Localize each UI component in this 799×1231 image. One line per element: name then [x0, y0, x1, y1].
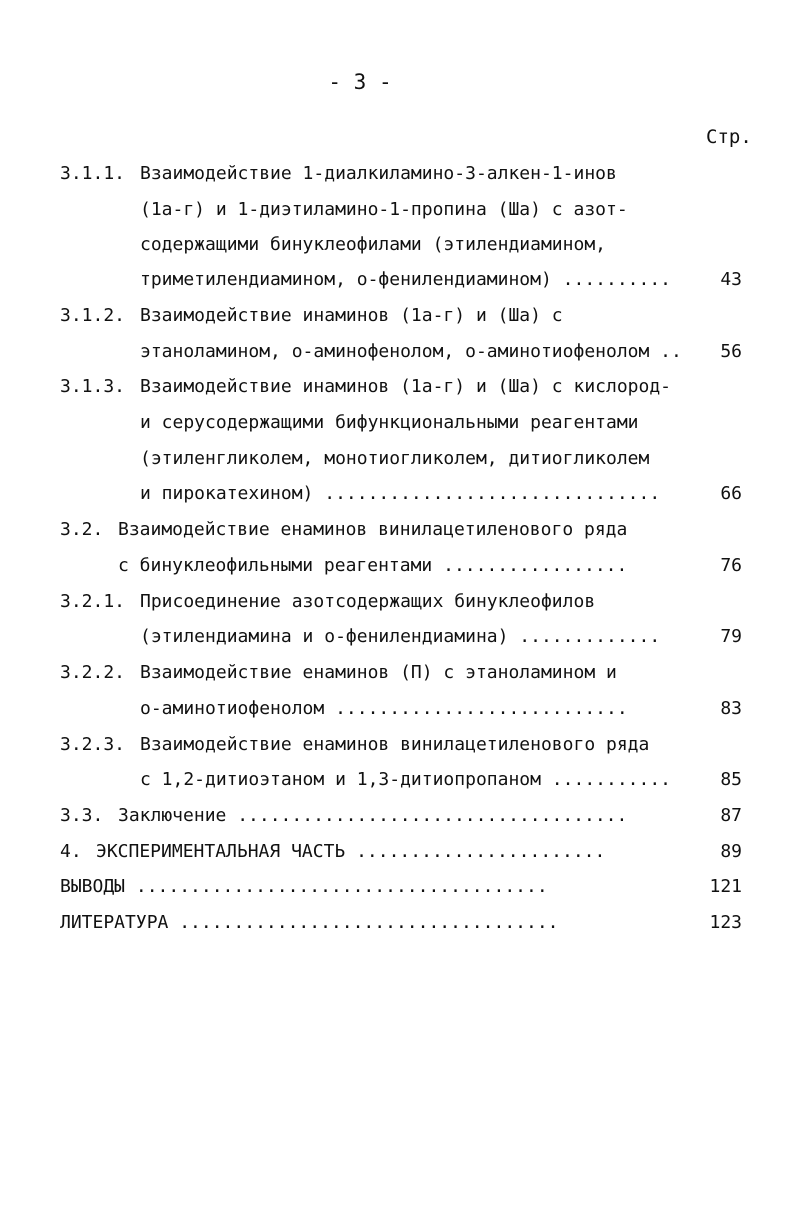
- toc-page-number: 76: [720, 555, 742, 576]
- toc-entry-title-line: Взаимодействие инаминов (1а-г) и (Ша) с: [140, 305, 563, 326]
- toc-section-number: 3.2.2.: [60, 662, 126, 683]
- toc-entry-title-line: с 1,2-дитиоэтаном и 1,3-дитиопропаном ...........: [140, 769, 672, 790]
- toc-entry-title-line: Взаимодействие енаминов винилацетиленового ряда: [118, 519, 628, 540]
- toc-section-number: 3.1.1.: [60, 163, 126, 184]
- toc-entry-title-line: Взаимодействие инаминов (1а-г) и (Ша) с кислород-: [140, 376, 672, 397]
- toc-section-number: 3.1.2.: [60, 305, 126, 326]
- toc-page-number: 121: [709, 876, 742, 897]
- toc-section-number: 3.2.1.: [60, 591, 126, 612]
- toc-entry-title-line: и пирокатехином) ...............................: [140, 483, 661, 504]
- toc-entry-title-line: о-аминотиофенолом ...........................: [140, 698, 628, 719]
- toc-entry-title-line: Взаимодействие 1-диалкиламино-3-алкен-1-инов: [140, 163, 617, 184]
- toc-page-number: 89: [720, 841, 742, 862]
- toc-entry-title-line: (1а-г) и 1-диэтиламино-1-пропина (Ша) с азот-: [140, 199, 628, 220]
- toc-page-number: 56: [720, 341, 742, 362]
- toc-page-number: 79: [720, 626, 742, 647]
- toc-section-number: 3.1.3.: [60, 376, 126, 397]
- toc-entry-title-line: содержащими бинуклеофилами (этилендиамином,: [140, 234, 606, 255]
- toc-section-number: 4.: [60, 841, 82, 862]
- toc-page-number: 85: [720, 769, 742, 790]
- toc-section-number: 3.2.: [60, 519, 104, 540]
- toc-entry-title-line: триметилендиамином, о-фенилендиамином) ..........: [140, 269, 672, 290]
- toc-entry-title-line: Заключение ....................................: [118, 805, 628, 826]
- toc-entry-title-line: (этиленгликолем, монотиогликолем, дитиогликолем: [140, 448, 650, 469]
- toc-entry-title-line: ЭКСПЕРИМЕНТАЛЬНАЯ ЧАСТЬ .......................: [96, 841, 606, 862]
- toc-section-number: 3.2.3.: [60, 734, 126, 755]
- pages-column-header: Стр.: [706, 126, 752, 148]
- toc-entry-title-line: этаноламином, о-аминофенолом, о-аминотиофенолом ..: [140, 341, 682, 362]
- toc-entry-title-line: ЛИТЕРАТУРА ...................................: [60, 912, 559, 933]
- toc-entry-title-line: ВЫВОДЫ ......................................: [60, 876, 548, 897]
- toc-entry-title-line: с бинуклеофильными реагентами .................: [118, 555, 628, 576]
- toc-page-number: 87: [720, 805, 742, 826]
- toc-page-number: 83: [720, 698, 742, 719]
- toc-entry-title-line: Взаимодействие енаминов (П) с этаноламином и: [140, 662, 617, 683]
- toc-entry-title-line: Взаимодействие енаминов винилацетиленового ряда: [140, 734, 650, 755]
- toc-page-number: 43: [720, 269, 742, 290]
- toc-entry-title-line: Присоединение азотсодержащих бинуклеофилов: [140, 591, 596, 612]
- toc-entry-title-line: и серусодержащими бифункциональными реагентами: [140, 412, 639, 433]
- toc-page-number: 66: [720, 483, 742, 504]
- page-number: - 3 -: [328, 70, 392, 94]
- toc-page-number: 123: [709, 912, 742, 933]
- toc-section-number: 3.3.: [60, 805, 104, 826]
- toc-entry-title-line: (этилендиамина и о-фенилендиамина) .............: [140, 626, 661, 647]
